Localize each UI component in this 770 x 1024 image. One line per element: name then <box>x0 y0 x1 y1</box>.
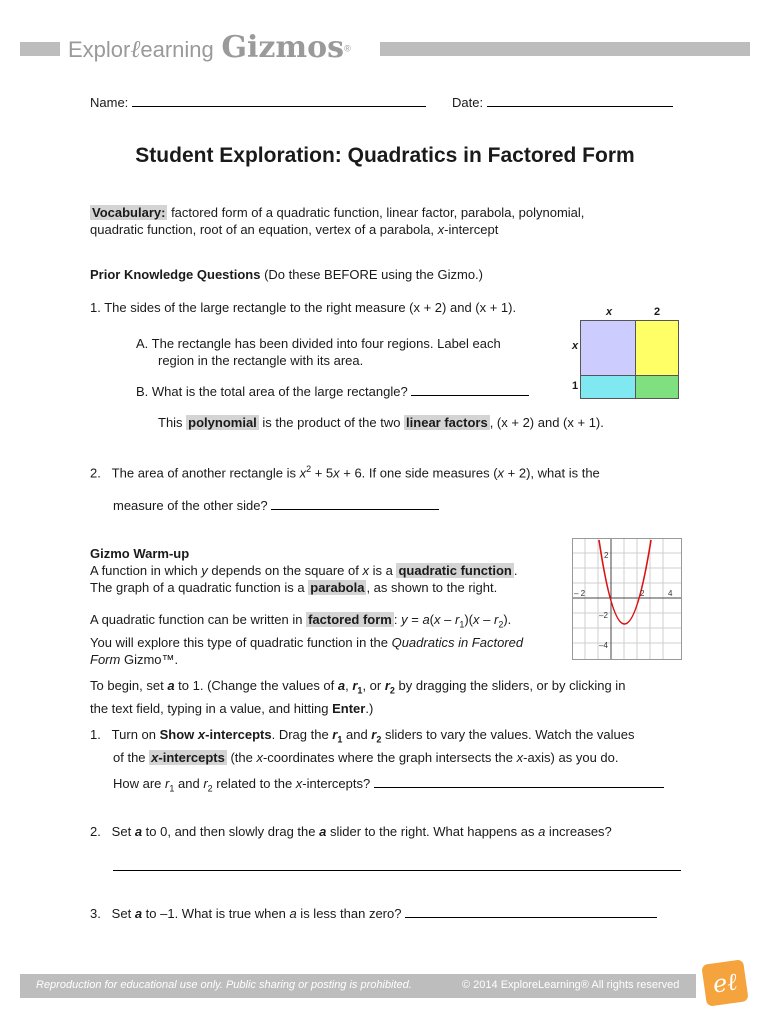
brand-learning: earning <box>140 37 214 62</box>
region-2-by-x[interactable] <box>635 320 679 376</box>
tick-x-pos4: 4 <box>668 589 673 598</box>
region-2-by-1[interactable] <box>635 375 679 399</box>
brand-explore: Explor <box>68 37 131 62</box>
total-area-line[interactable] <box>411 383 529 396</box>
footer-right: © 2014 ExploreLearning® All rights reserved <box>462 979 680 991</box>
brand-gizmos: Gizmos <box>221 30 345 65</box>
activity-q3: 3. Set a to –1. What is true when a is less than zero? <box>90 905 657 921</box>
warmup-factored: A quadratic function can be written in factored form : $y = a(x - r_1)(x - r_2)$. You will explore this type of quadratic function in the Quadratics in Factored Form Gizmo™. <box>90 612 524 667</box>
tick-x-pos2: 2 <box>640 589 645 598</box>
rect-label-side-x: x <box>572 340 579 352</box>
explorelearning-logo-icon: eℓ <box>701 959 748 1006</box>
date-line[interactable] <box>487 94 673 107</box>
tick-y-pos2: 2 <box>604 551 609 560</box>
other-side-line[interactable] <box>271 497 439 510</box>
to-begin: To begin, set a to 1. (Change the values of a, $r_1$, or $r_2$ by dragging the sliders, or by clicking in the text field, typing in a value, and hitting Enter.) <box>90 678 626 716</box>
rect-label-top-x: x <box>606 306 613 318</box>
prior-heading: Prior Knowledge Questions (Do these BEFORE using the Gizmo.) <box>90 267 483 282</box>
activity-q2: 2. Set a to 0, and then slowly drag the a slider to the right. What happens as a increases? <box>90 824 612 839</box>
q1-answer-line[interactable] <box>374 775 664 788</box>
activity-q1: 1. Turn on Show x-intercepts. Drag the $r_1$ and $r_2$ sliders to vary the values. Watch the values of the x-intercepts (the x-coordinates where the graph intersects the x-axis) as you do. <box>90 727 635 765</box>
rectangle-diagram <box>568 304 688 404</box>
prior-q1-note: This polynomial is the product of the two linear factors , (x + 2) and (x + 1). <box>158 415 604 430</box>
rect-label-side-1: 1 <box>572 380 579 392</box>
vocabulary: Vocabulary: factored form of a quadratic function, linear factor, parabola, polynomial, quadratic function, root of an equation, vertex of a parabola, x-intercept <box>90 205 585 237</box>
warmup-heading: Gizmo Warm-up <box>90 546 190 561</box>
date-label: Date: <box>452 95 484 110</box>
rect-label-top-2: 2 <box>654 306 661 318</box>
prior-q2-line2: measure of the other side? <box>113 497 439 513</box>
q2-answer-line[interactable] <box>113 870 681 871</box>
header-bar <box>20 42 60 56</box>
warmup-text: A function in which y depends on the square of x is a quadratic function . The graph of a quadratic function is a parabola , as shown to the right. <box>90 563 518 595</box>
tick-x-neg2: – 2 <box>574 589 586 598</box>
prior-q1: 1. The sides of the large rectangle to the right measure (x + 2) and (x + 1). <box>90 300 517 315</box>
page-title: Student Exploration: Quadratics in Factored Form <box>135 144 635 167</box>
name-line[interactable] <box>132 94 426 107</box>
prior-q1b: B. What is the total area of the large rectangle? <box>136 383 529 399</box>
q3-answer-line[interactable] <box>405 905 657 918</box>
name-label: Name: <box>90 95 129 110</box>
date-field[interactable] <box>452 94 673 110</box>
tick-y-neg4: –4 <box>599 641 608 650</box>
vocab-label: Vocabulary: <box>92 205 166 220</box>
name-field[interactable] <box>90 94 426 110</box>
footer-left: Reproduction for educational use only. Public sharing or posting is prohibited. <box>36 979 412 991</box>
brand-logo: Explorℓearning Gizmos® <box>68 30 351 65</box>
region-x-by-x[interactable] <box>580 320 636 376</box>
parabola-graph <box>572 538 682 660</box>
brand-l-icon: ℓ <box>130 35 141 63</box>
header-bar-right <box>380 42 750 56</box>
prior-q2-line1: 2. The area of another rectangle is $x^2 + 5x + 6$. If one side measures (x + 2), what is the <box>90 464 600 481</box>
prior-q1a: A. The rectangle has been divided into four regions. Label each region in the rectangle with its area. <box>136 336 501 368</box>
activity-q1-ask: How are $r_1$ and $r_2$ related to the x-intercepts? <box>113 775 664 794</box>
region-x-by-1[interactable] <box>580 375 636 399</box>
tick-y-neg2: –2 <box>599 611 608 620</box>
